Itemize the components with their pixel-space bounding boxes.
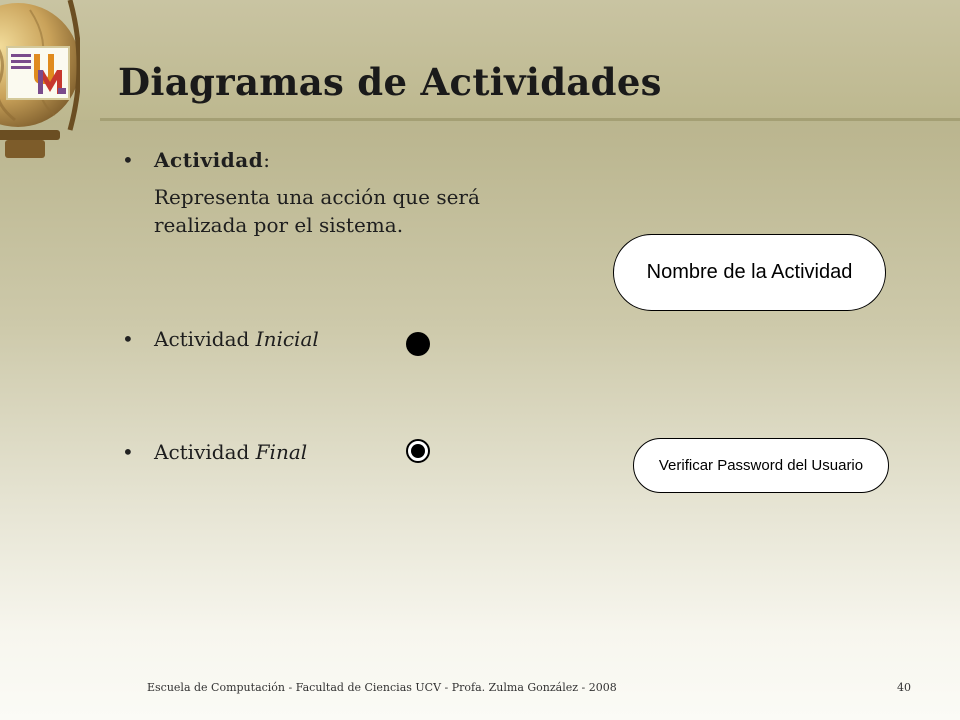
actividad-colon: : xyxy=(263,148,270,172)
bullet-marker: • xyxy=(122,440,134,464)
bullet-actividad-final xyxy=(154,438,307,466)
final-node-icon xyxy=(406,439,430,463)
actividad-label: Actividad xyxy=(154,148,264,172)
actividad-description: Representa una acción que será realizada por el sistema. xyxy=(154,185,480,237)
inicial-prefix: Actividad xyxy=(154,327,256,351)
bullet-marker: • xyxy=(122,327,134,351)
bullet-actividad-inicial xyxy=(154,325,319,353)
activity-node-verificar-password: Verificar Password del Usuario xyxy=(633,438,889,493)
final-word: Final xyxy=(255,440,308,464)
final-prefix: Actividad xyxy=(154,440,256,464)
uml-logo-icon xyxy=(6,46,70,100)
bullet-marker: • xyxy=(122,148,134,172)
slide-title: Diagramas de Actividades xyxy=(118,60,662,104)
inicial-word: Inicial xyxy=(255,327,319,351)
title-divider xyxy=(100,118,960,121)
activity-node-nombre: Nombre de la Actividad xyxy=(613,234,886,311)
page-number: 40 xyxy=(897,681,911,694)
initial-node-icon xyxy=(406,332,430,356)
bullet-actividad xyxy=(154,146,270,174)
slide-footer: Escuela de Computación - Facultad de Ciencias UCV - Profa. Zulma González - 2008 xyxy=(147,681,617,694)
